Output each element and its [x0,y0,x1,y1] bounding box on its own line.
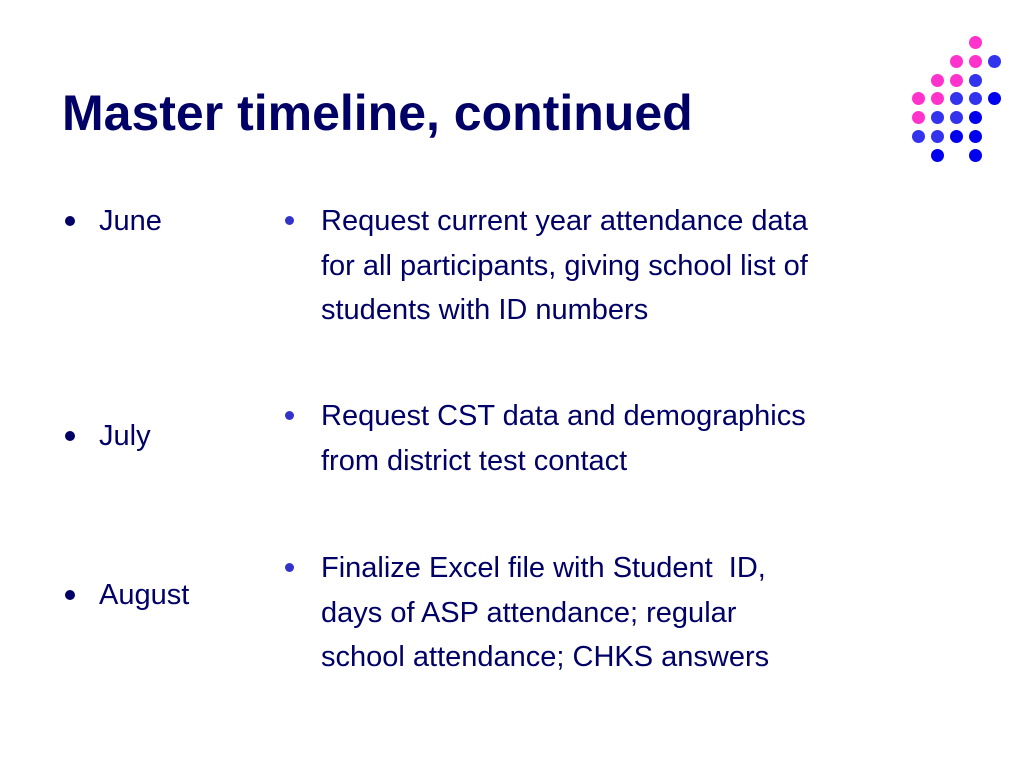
dot [931,92,944,105]
dot [969,149,982,162]
dot [912,111,925,124]
task-text: Request current year attendance data for all participants, giving school list of students with ID numbers [321,205,808,326]
dot [931,74,944,87]
bullet-icon [285,411,294,420]
dot [931,111,944,124]
task-text: Finalize Excel file with Student ID, days of ASP attendance; regular school attendance; CHKS answers [321,552,770,673]
dot [969,36,982,49]
slide-title: Master timeline, continued [62,85,693,141]
dot [988,55,1001,68]
task-item [321,546,961,680]
month-item-august [99,573,189,617]
dot [931,149,944,162]
month-label: July [99,420,151,452]
task-item [321,394,961,483]
bullet-icon [65,431,75,441]
dot [969,55,982,68]
dot [988,92,1001,105]
dot [969,74,982,87]
dot [950,92,963,105]
dot [931,130,944,143]
bullet-icon [285,216,294,225]
bullet-icon [65,590,75,600]
month-item-july [99,414,151,458]
dot [950,55,963,68]
dot [950,130,963,143]
bullet-icon [65,216,75,226]
month-label: August [99,579,190,611]
dot [950,111,963,124]
task-text: Request CST data and demographics from district test contact [321,400,806,477]
dot [950,74,963,87]
dot [912,130,925,143]
month-item-june [99,199,162,243]
month-label: June [99,205,162,237]
dot [969,92,982,105]
dot [969,130,982,143]
dot [969,111,982,124]
task-item [321,199,961,333]
bullet-icon [285,563,294,572]
dot [912,92,925,105]
dot-grid-icon [0,0,1024,200]
